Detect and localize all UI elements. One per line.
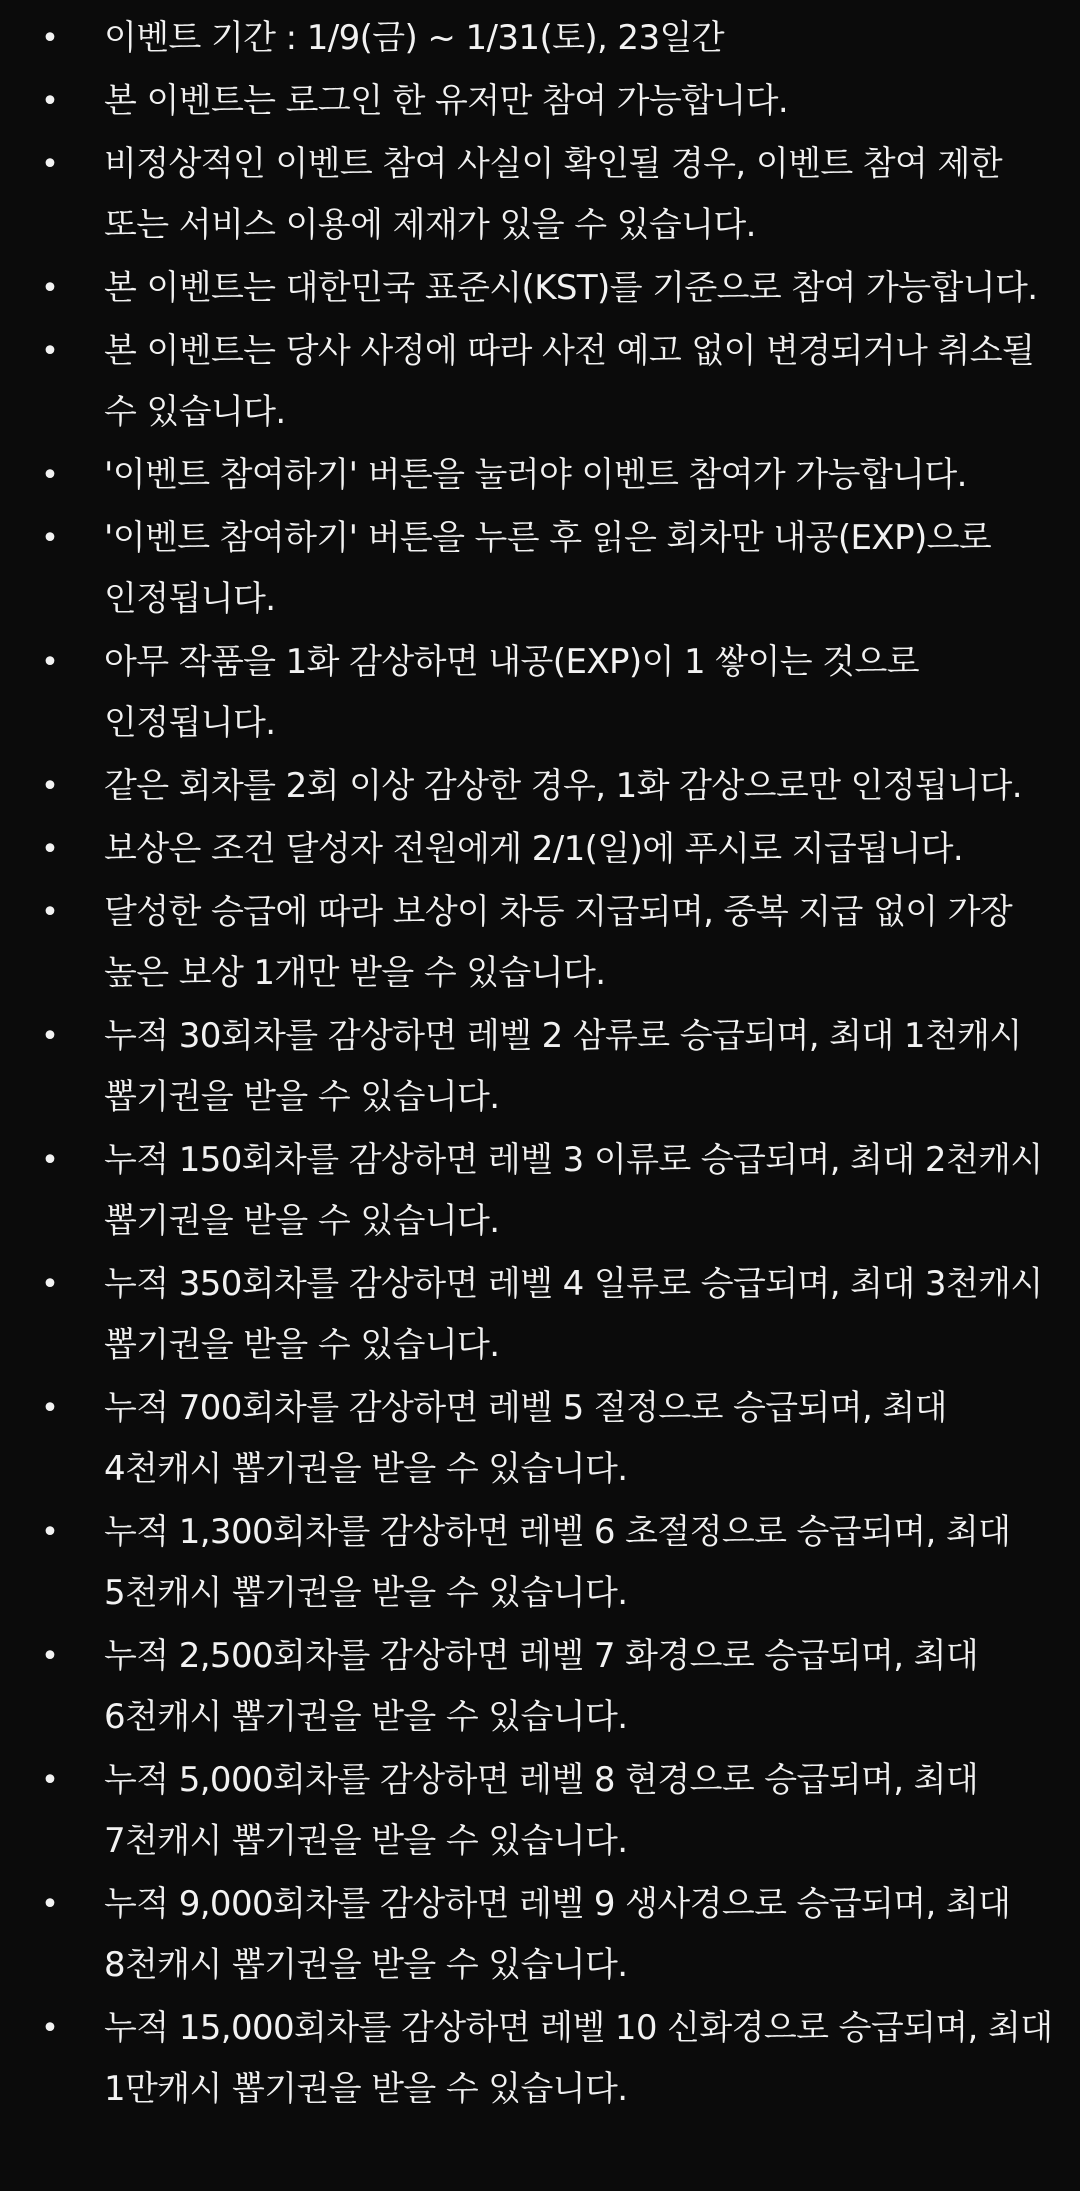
notice-item-event-period [0,8,1060,69]
notice-text: 누적 700회차를 감상하면 레벨 5 절정으로 승급되며, 최대 4천캐시 뽑기권을 받을 수 있습니다. [104,1388,947,1489]
notice-text: 누적 1,300회차를 감상하면 레벨 6 초절정으로 승급되며, 최대 5천캐시 뽑기권을 받을 수 있습니다. [104,1512,1011,1613]
notice-item-level-5 [0,1378,1060,1500]
bullet-dot: • [41,271,59,306]
notice-item-join-button [0,445,1060,506]
notice-item-exp-per-episode [0,632,1060,754]
notice-item-level-4 [0,1254,1060,1376]
notice-text: 누적 5,000회차를 감상하면 레벨 8 현경으로 승급되며, 최대 7천캐시 뽑기권을 받을 수 있습니다. [104,1760,979,1861]
notice-text: 같은 회차를 2회 이상 감상한 경우, 1화 감상으로만 인정됩니다. [104,766,1022,806]
notice-item-change-notice [0,321,1060,443]
notice-item-level-2 [0,1006,1060,1128]
notice-item-level-9 [0,1874,1060,1996]
notice-text: 누적 30회차를 감상하면 레벨 2 삼류로 승급되며, 최대 1천캐시 뽑기권을 받을 수 있습니다. [104,1016,1022,1117]
notice-item-level-3 [0,1130,1060,1252]
notice-text: 본 이벤트는 당사 사정에 따라 사전 예고 없이 변경되거나 취소될 수 있습니다. [104,331,1035,432]
bullet-dot: • [41,334,59,369]
notice-text: 본 이벤트는 로그인 한 유저만 참여 가능합니다. [104,81,789,121]
notice-item-level-10 [0,1998,1060,2120]
bullet-dot: • [41,1763,59,1798]
notice-text: '이벤트 참여하기' 버튼을 눌러야 이벤트 참여가 가능합니다. [104,455,967,495]
notice-text: 아무 작품을 1화 감상하면 내공(EXP)이 1 쌓이는 것으로 인정됩니다. [104,642,919,743]
bullet-dot: • [41,1887,59,1922]
bullet-dot: • [41,147,59,182]
notice-text: 달성한 승급에 따라 보상이 차등 지급되며, 중복 지급 없이 가장 높은 보상 1개만 받을 수 있습니다. [104,892,1013,993]
notice-item-login-required [0,71,1060,132]
bullet-dot: • [41,2011,59,2046]
notice-text: 누적 150회차를 감상하면 레벨 3 이류로 승급되며, 최대 2천캐시 뽑기권을 받을 수 있습니다. [104,1140,1043,1241]
bullet-dot: • [41,1391,59,1426]
notice-text: 본 이벤트는 대한민국 표준시(KST)를 기준으로 참여 가능합니다. [104,268,1038,308]
notice-item-abuse-policy [0,134,1060,256]
bullet-dot: • [41,21,59,56]
notice-item-exp-after-join [0,508,1060,630]
bullet-dot: • [41,84,59,119]
notice-text: 누적 9,000회차를 감상하면 레벨 9 생사경으로 승급되며, 최대 8천캐시 뽑기권을 받을 수 있습니다. [104,1884,1011,1985]
notice-item-duplicate-viewing [0,756,1060,817]
notice-text: 누적 15,000회차를 감상하면 레벨 10 신화경으로 승급되며, 최대 1만캐시 뽑기권을 받을 수 있습니다. [104,2008,1053,2109]
bullet-dot: • [41,645,59,680]
bullet-dot: • [41,895,59,930]
bullet-dot: • [41,521,59,556]
notice-text: 누적 2,500회차를 감상하면 레벨 7 화경으로 승급되며, 최대 6천캐시 뽑기권을 받을 수 있습니다. [104,1636,979,1737]
notice-text: 비정상적인 이벤트 참여 사실이 확인될 경우, 이벤트 참여 제한 또는 서비스 이용에 제재가 있을 수 있습니다. [104,144,1002,245]
notice-item-reward-date [0,819,1060,880]
bullet-dot: • [41,1515,59,1550]
notice-text: 보상은 조건 달성자 전원에게 2/1(일)에 푸시로 지급됩니다. [104,829,964,869]
bullet-dot: • [41,458,59,493]
bullet-dot: • [41,1639,59,1674]
notice-text: 누적 350회차를 감상하면 레벨 4 일류로 승급되며, 최대 3천캐시 뽑기권을 받을 수 있습니다. [104,1264,1043,1365]
notice-item-level-6 [0,1502,1060,1624]
bullet-dot: • [41,1267,59,1302]
bullet-dot: • [41,1019,59,1054]
notice-item-level-7 [0,1626,1060,1748]
bullet-dot: • [41,769,59,804]
bullet-dot: • [41,832,59,867]
notice-text: '이벤트 참여하기' 버튼을 누른 후 읽은 회차만 내공(EXP)으로 인정됩니다. [104,518,992,619]
notice-item-reward-tier-policy [0,882,1060,1004]
notice-item-kst [0,258,1060,319]
notice-text: 이벤트 기간 : 1/9(금) ~ 1/31(토), 23일간 [104,18,724,58]
bullet-dot: • [41,1143,59,1178]
notice-item-level-8 [0,1750,1060,1872]
